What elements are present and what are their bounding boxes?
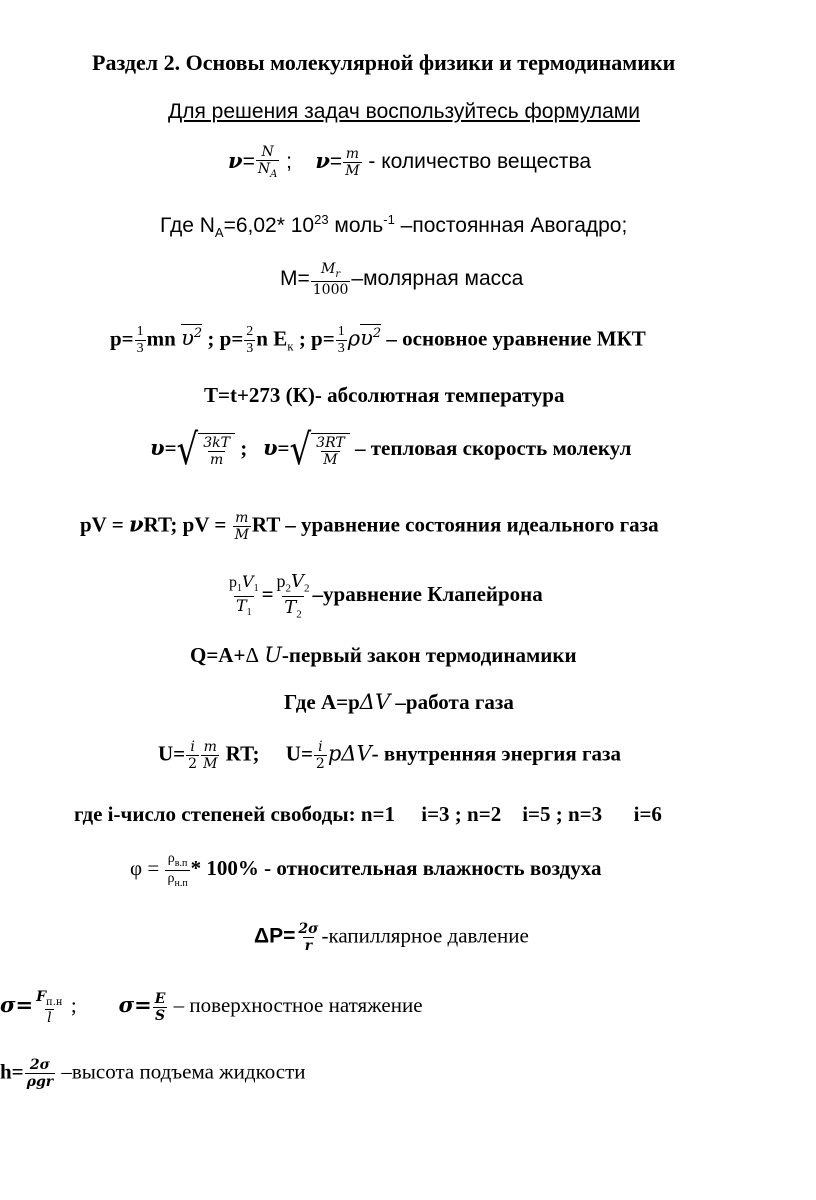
formula-first-law: Q=A+Δ U-первый закон термодинамики	[190, 643, 577, 667]
formula-internal-energy: U= $\frac{i}{2}$ $\frac{m}{M}$ RT; U= $\frac{i}{2}$ pΔV- внутренняя энергия газа	[158, 739, 621, 772]
formula-capillary: ΔP= $\frac{2\sigma}{r}$ -капиллярное давление	[254, 921, 529, 954]
formula-clapeyron: $\frac{p_1V_1}{T_1}$ = $\frac{p_2V_2}{T_2}$ –уравнение Клапейрона	[229, 571, 543, 621]
formula-ideal-gas: pV = 𝝂RT; pV = $\frac{m}{M}$ RT – уравнение состояния идеального газа	[80, 510, 659, 543]
formula-degrees-of-freedom: где i-число степеней свободы: n=1 i=3 ; n=2 i=5 ; n=3 i=6	[74, 802, 662, 826]
formula-surface-tension: σ= $\frac{F_{п.н}}{l}$ ; σ= $\frac{E}{S}$ – поверхностное натяжение	[0, 989, 423, 1026]
formula-mkt: p= $\frac{1}{3}$ mn $\upsilon^2$ ; p= $\frac{2}{3}$ n $E_к$ ; p= $\frac{1}{3}$ $\rho\upsilon^2$ – основное уравнение МКТ	[110, 324, 646, 356]
formula-work: Где A=pΔV –работа газа	[284, 690, 514, 714]
formula-thermal-speed: 𝝊= √ $\frac{3kT}{m}$ ; 𝝊= √ $\frac{3RT}{M}$ – тепловая скорость молекул	[150, 425, 632, 475]
formula-molar-mass: M= $\frac{M_r}{1000}$ –молярная масса	[280, 261, 524, 298]
formula-temperature: T=t+273 (К)- абсолютная температура	[204, 383, 565, 407]
formula-avogadro: Где $N_A=6,02*$ $10^{23}$ моль$^{-1}$ –постоянная Авогадро;	[160, 212, 628, 241]
formula-height: h= $\frac{2\sigma}{\text{ρgr}}$ –высота подъема жидкости	[0, 1057, 306, 1090]
formula-amount: 𝝂= $\frac{N}{N_A}$ ; 𝝂= $\frac{m}{M}$ - количество вещества	[228, 144, 592, 180]
subtitle: Для решения задач воспользуйтесь формулами	[168, 100, 640, 123]
page-title: Раздел 2. Основы молекулярной физики и термодинамики	[92, 50, 676, 75]
formula-humidity: φ = $\frac{\rho_{в.п}}{\rho_{н.п}}$ * 100% - относительная влажность воздуха	[130, 851, 602, 889]
